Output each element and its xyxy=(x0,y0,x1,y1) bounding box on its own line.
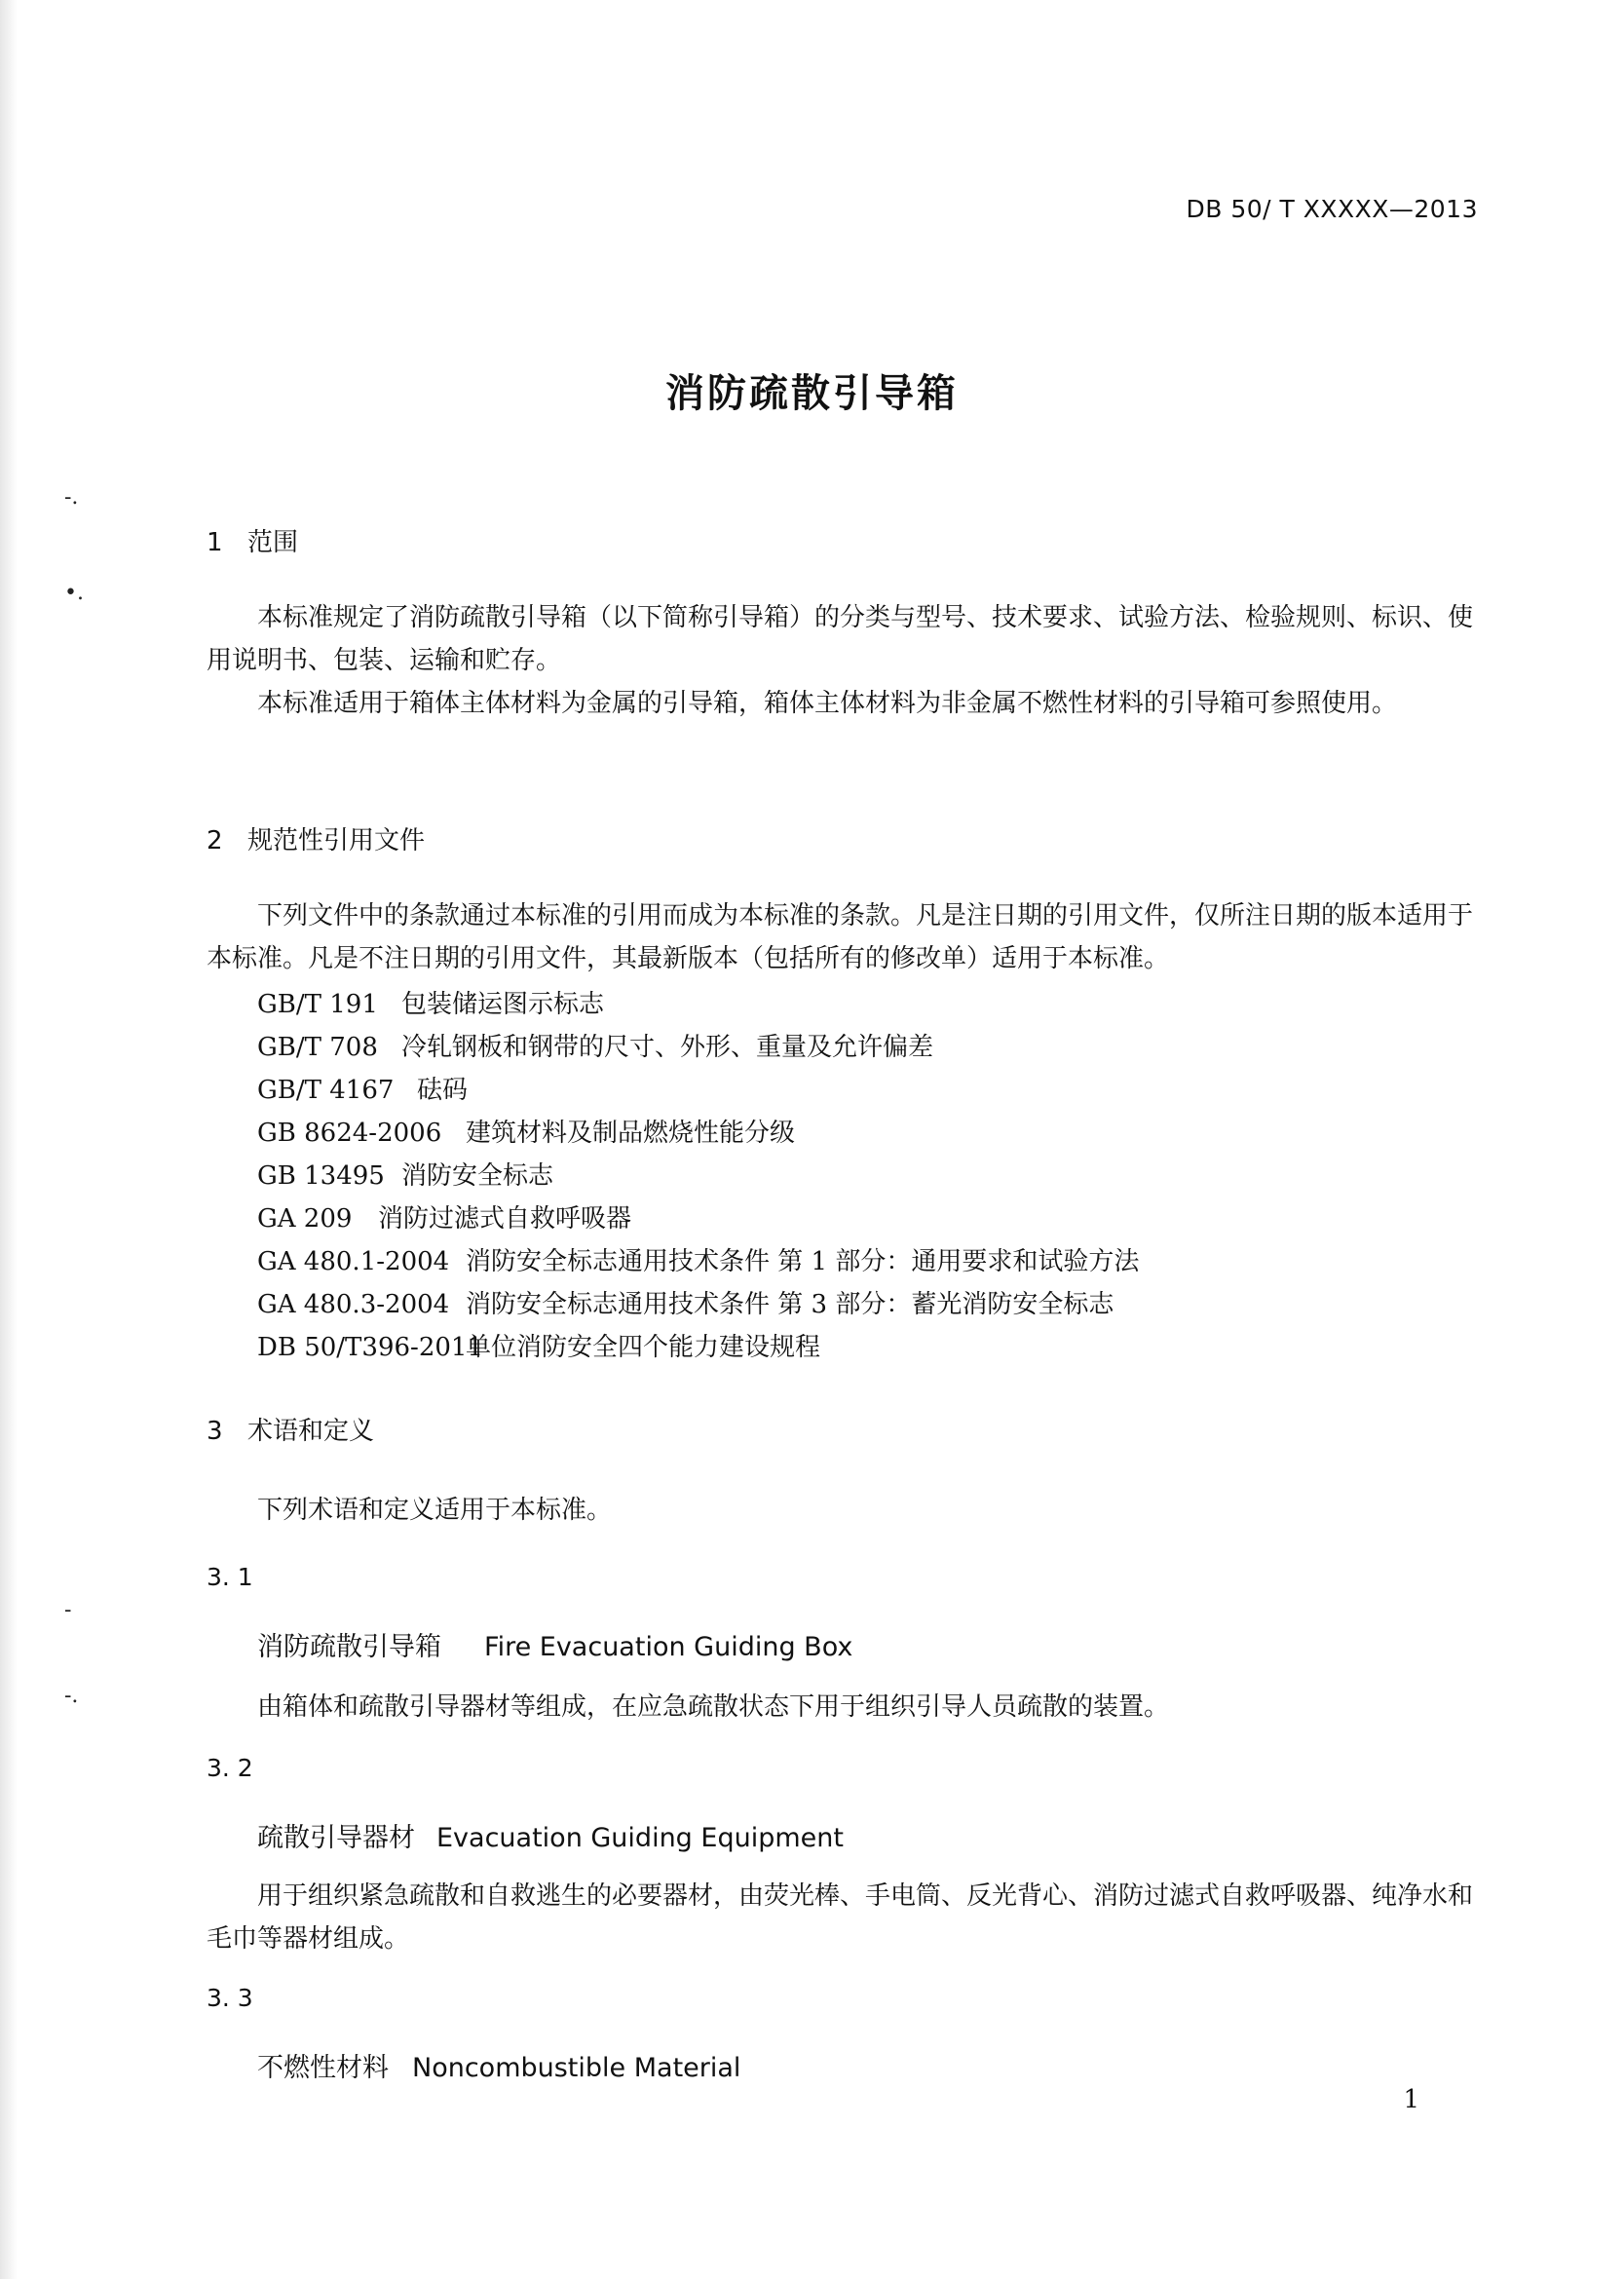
section-number: 3 xyxy=(207,1417,223,1446)
reference-title: 建筑材料及制品燃烧性能分级 xyxy=(466,1119,796,1148)
term-heading xyxy=(257,1625,852,1663)
scan-mark: - xyxy=(64,1598,72,1622)
reference-title: 消防安全标志 xyxy=(401,1161,554,1191)
term-en: Fire Evacuation Guiding Box xyxy=(484,1632,853,1662)
reference-title: 消防安全标志通用技术条件 第 1 部分：通用要求和试验方法 xyxy=(466,1247,1140,1276)
section-heading-scope xyxy=(207,522,298,558)
reference-item xyxy=(257,1027,933,1063)
reference-code: GA 480.1-2004 xyxy=(257,1247,450,1276)
reference-item xyxy=(257,1284,1114,1320)
document-title: 消防疏散引导箱 xyxy=(665,371,959,416)
scope-paragraph: 本标准规定了消防疏散引导箱（以下简称引导箱）的分类与型号、技术要求、试验方法、检验规则、标识、使用说明书、包装、运输和贮存。 xyxy=(207,603,1474,675)
term-zh: 不燃性材料 xyxy=(257,2053,389,2083)
reference-title: 消防过滤式自救呼吸器 xyxy=(378,1204,632,1234)
reference-code: GB/T 4167 xyxy=(257,1076,395,1105)
section-heading-normative-references xyxy=(207,820,425,856)
clause-number: 3. 2 xyxy=(207,1754,253,1782)
references-intro: 下列文件中的条款通过本标准的引用而成为本标准的条款。凡是注日期的引用文件，仅所注日期的版本适用于本标准。凡是不注日期的引用文件，其最新版本（包括所有的修改单）适用于本标准。 xyxy=(207,901,1474,973)
reference-title: 单位消防安全四个能力建设规程 xyxy=(466,1333,821,1362)
reference-title: 消防安全标志通用技术条件 第 3 部分：蓄光消防安全标志 xyxy=(466,1290,1114,1319)
reference-code: GB/T 708 xyxy=(257,1033,378,1062)
term-en: Evacuation Guiding Equipment xyxy=(436,1823,844,1853)
scan-mark: -. xyxy=(64,1684,79,1708)
reference-title: 包装储运图示标志 xyxy=(401,990,605,1019)
reference-title: 砝码 xyxy=(417,1076,469,1105)
reference-item xyxy=(257,1156,553,1192)
term-en: Noncombustible Material xyxy=(412,2053,741,2083)
reference-item xyxy=(257,1241,1139,1277)
terms-intro: 下列术语和定义适用于本标准。 xyxy=(257,1496,613,1525)
reference-code: GA 209 xyxy=(257,1204,353,1234)
reference-code: GA 480.3-2004 xyxy=(257,1290,450,1319)
reference-code: GB/T 191 xyxy=(257,990,378,1019)
reference-code: GB 13495 xyxy=(257,1161,385,1191)
section-heading-terms xyxy=(207,1411,374,1447)
section-number: 2 xyxy=(207,826,223,855)
term-definition: 由箱体和疏散引导器材等组成，在应急疏散状态下用于组织引导人员疏散的装置。 xyxy=(257,1692,1170,1722)
reference-code: GB 8624-2006 xyxy=(257,1119,442,1148)
section-title: 规范性引用文件 xyxy=(247,826,426,855)
scan-edge-shadow xyxy=(0,0,18,2279)
reference-code: DB 50/T396-2011 xyxy=(257,1333,483,1362)
term-zh: 消防疏散引导箱 xyxy=(257,1632,441,1662)
reference-item xyxy=(257,1327,820,1363)
reference-item xyxy=(257,984,604,1020)
page-number: 1 xyxy=(1403,2085,1419,2114)
term-definition: 用于组织紧急疏散和自救逃生的必要器材，由荧光棒、手电筒、反光背心、消防过滤式自救呼吸器、纯净水和毛巾等器材组成。 xyxy=(207,1881,1474,1954)
standard-number: DB 50/ T XXXXX—2013 xyxy=(1186,195,1478,223)
section-title: 范围 xyxy=(247,528,299,557)
reference-item xyxy=(257,1113,795,1149)
section-number: 1 xyxy=(207,528,223,557)
clause-number: 3. 1 xyxy=(207,1563,253,1591)
term-zh: 疏散引导器材 xyxy=(257,1823,415,1853)
term-heading xyxy=(257,2046,740,2084)
reference-item xyxy=(257,1070,468,1106)
term-heading xyxy=(257,1816,844,1854)
reference-item xyxy=(257,1198,631,1234)
scope-paragraph: 本标准适用于箱体主体材料为金属的引导箱，箱体主体材料为非金属不燃性材料的引导箱可参照使用。 xyxy=(257,689,1398,718)
clause-number: 3. 3 xyxy=(207,1984,253,2012)
scan-mark: -. xyxy=(64,485,79,510)
section-title: 术语和定义 xyxy=(247,1417,375,1446)
reference-title: 冷轧钢板和钢带的尺寸、外形、重量及允许偏差 xyxy=(401,1033,934,1062)
scan-mark: •. xyxy=(64,581,84,605)
